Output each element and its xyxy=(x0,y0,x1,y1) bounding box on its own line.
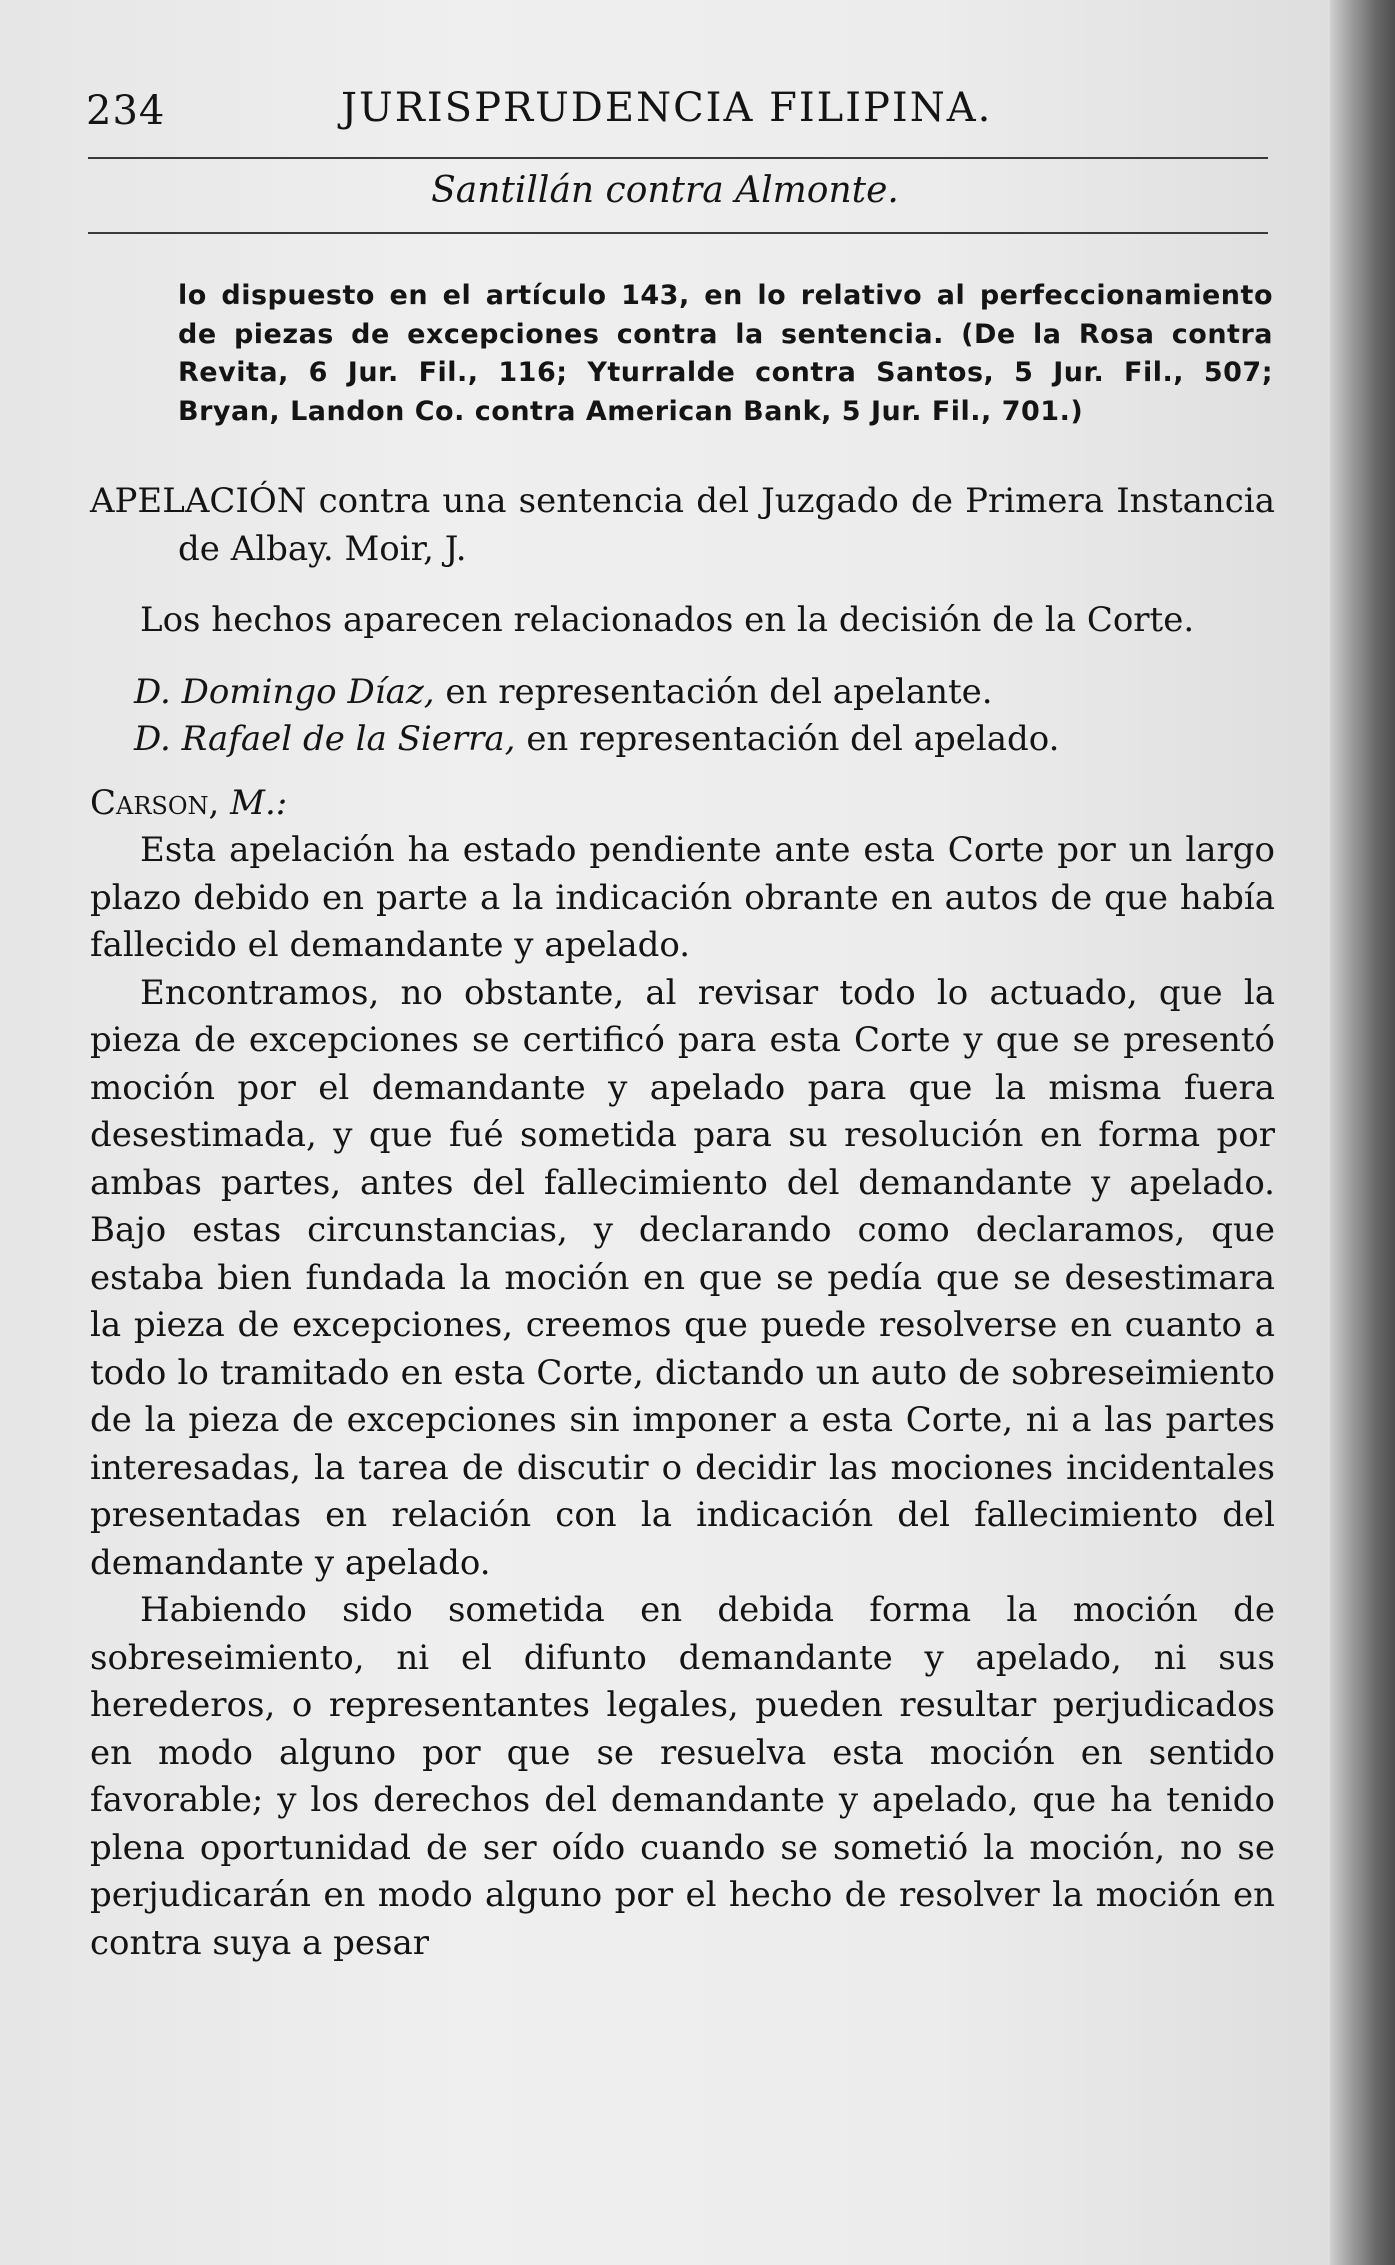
counsel-role: en representación del apelado. xyxy=(526,719,1060,759)
page-header xyxy=(86,80,1276,150)
author-title: M.: xyxy=(230,782,288,823)
opinion-paragraph: Esta apelación ha estado pendiente ante esta Corte por un largo plazo debido en parte a la indicación obrante en autos de que había fallecido el demandante y apelado. xyxy=(90,830,1275,965)
counsel-line xyxy=(90,716,1275,764)
header-rule xyxy=(88,157,1268,159)
opinion-paragraph: Habiendo sido sometida en debida forma la moción de sobreseimiento, ni el difunto demandante y apelado, ni sus herederos, o representantes legales, pueden resultar perjudicados en modo alguno por que se resuelva esta moción en sentido favorable; y los derechos del demandante y apelado, que ha tenido plena oportunidad de ser oído cuando se sometió la moción, no se perjudicarán en modo alguno por el hecho de resolver la moción en contra suya a pesar xyxy=(90,1590,1275,1963)
counsel-name: D. Domingo Díaz, xyxy=(134,671,435,712)
decision-body xyxy=(90,478,1275,1967)
counsel-name: D. Rafael de la Sierra, xyxy=(134,719,516,759)
caption-rule xyxy=(88,232,1268,234)
author-name: Carson, xyxy=(90,782,220,823)
page-edge-shadow xyxy=(1330,0,1395,2265)
opinion-author xyxy=(90,780,1275,828)
opinion-paragraph: Encontramos, no obstante, al revisar todo lo actuado, que la pieza de excepciones se certificó para esta Corte y que se presentó moción por el demandante y apelado para que la misma fuera desestimada, y que fué sometida para su resolución en forma por ambas partes, antes del fallecimiento del demandante y apelado. Bajo estas circunstancias, y declarando como declaramos, que estaba bien fundada la moción en que se pedía que se desestimara la pieza de excepciones, creemos que puede resolverse en cuanto a todo lo tramitado en esta Corte, dictando un auto de sobreseimiento de la pieza de excepciones sin imponer a esta Corte, ni a las partes interesadas, la tarea de discutir o decidir las mociones incidentales presentadas en relación con la indicación del fallecimiento del demandante y apelado. xyxy=(90,972,1275,1583)
syllabus-paragraph: lo dispuesto en el artículo 143, en lo relativo al perfeccionamiento de piezas de excepciones contra la sentencia. (De la Rosa contra Revita, 6 Jur. Fil., 116; Yturralde contra Santos, 5 Jur. Fil., 507; Bryan, Landon Co. contra American Bank, 5 Jur. Fil., 701.) xyxy=(178,280,1273,427)
page-number: 234 xyxy=(86,88,166,134)
case-caption: Santillán contra Almonte. xyxy=(431,170,899,211)
facts-paragraph: Los hechos aparecen relacionados en la decisión de la Corte. xyxy=(140,600,1195,640)
running-title: JURISPRUDENCIA FILIPINA. xyxy=(341,85,993,131)
counsel-role: en representación del apelante. xyxy=(445,671,993,712)
appeal-paragraph: APELACIÓN contra una sentencia del Juzgado de Primera Instancia de Albay. Moir, J. xyxy=(90,481,1275,569)
counsel-line xyxy=(90,669,1275,717)
